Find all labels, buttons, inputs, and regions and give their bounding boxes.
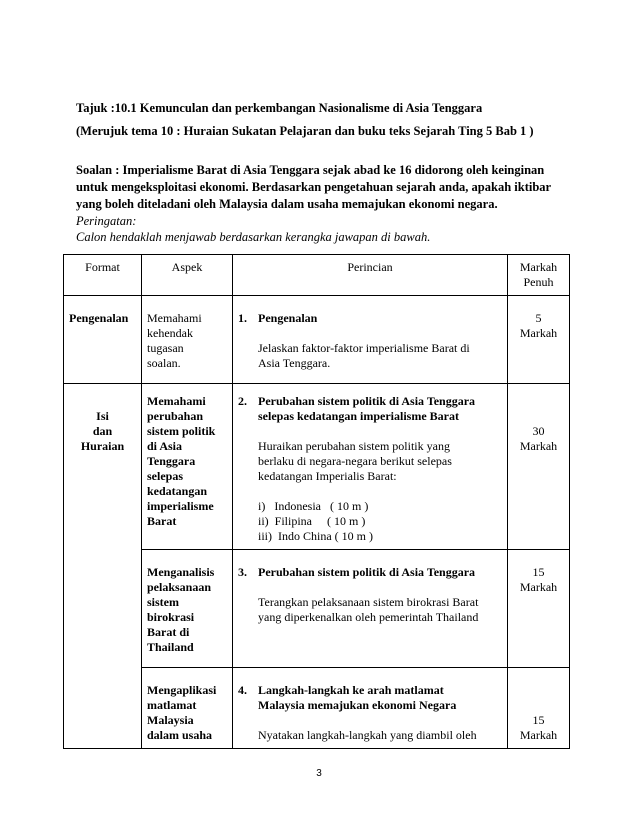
aspect-cell: Memahami perubahan sistem politik di Asia Tenggara selepas kedatangan imperialisme Barat <box>142 384 233 550</box>
header-perincian: Perincian <box>233 255 508 296</box>
question-line-2: untuk mengeksploitasi ekonomi. Berdasarkan pengetahuan sejarah anda, apakah iktibar <box>76 180 552 194</box>
header-aspek: Aspek <box>142 255 233 296</box>
marks-cell: 30 Markah <box>508 384 570 550</box>
question-line-3: yang boleh diteladani oleh Malaysia dalam usaha memajukan ekonomi negara. <box>76 197 498 211</box>
topic-reference: (Merujuk tema 10 : Huraian Sukatan Pelajaran dan buku teks Sejarah Ting 5 Bab 1 ) <box>76 124 534 138</box>
aspect-cell: Mengaplikasi matlamat Malaysia dalam usaha <box>142 668 233 749</box>
aspect-cell: Menganalisis pelaksanaan sistem birokrasi Barat di Thailand <box>142 550 233 668</box>
page-number: 3 <box>316 768 322 779</box>
answer-framework-table <box>63 254 570 749</box>
header-markah: Markah Penuh <box>508 255 570 296</box>
table-row <box>64 296 570 384</box>
question-line-1: Soalan : Imperialisme Barat di Asia Tenggara sejak abad ke 16 didorong oleh keinginan <box>76 163 545 177</box>
aspect-cell: Memahami kehendak tugasan soalan. <box>142 296 233 384</box>
detail-cell: 1. Pengenalan Jelaskan faktor-faktor imperialisme Barat di Asia Tenggara. <box>233 296 508 384</box>
format-cell: Isi dan Huraian <box>64 384 142 749</box>
marks-cell: 15 Markah <box>508 668 570 749</box>
warning-text: Calon hendaklah menjawab berdasarkan kerangka jawapan di bawah. <box>76 230 431 244</box>
marks-cell: 5 Markah <box>508 296 570 384</box>
marks-cell: 15 Markah <box>508 550 570 668</box>
detail-cell: 2. Perubahan sistem politik di Asia Tenggara selepas kedatangan imperialisme Barat Huraikan perubahan sistem politik yang berlaku di negara-negara berikut selepas kedatangan Imperialis Barat: i) Indonesia ( 10 m ) ii) Filipina ( 10 m ) iii) Indo China ( 10 m ) <box>233 384 508 550</box>
table-header-row <box>64 255 570 296</box>
topic-title: Tajuk :10.1 Kemunculan dan perkembangan Nasionalisme di Asia Tenggara <box>76 101 483 115</box>
header-format: Format <box>64 255 142 296</box>
warning-label: Peringatan: <box>76 214 137 228</box>
detail-cell: 4. Langkah-langkah ke arah matlamat Malaysia memajukan ekonomi Negara Nyatakan langkah-langkah yang diambil oleh <box>233 668 508 749</box>
table-row <box>64 384 570 550</box>
detail-cell: 3. Perubahan sistem politik di Asia Tenggara Terangkan pelaksanaan sistem birokrasi Barat yang diperkenalkan oleh pemerintah Thailand <box>233 550 508 668</box>
format-cell: Pengenalan <box>64 296 142 384</box>
